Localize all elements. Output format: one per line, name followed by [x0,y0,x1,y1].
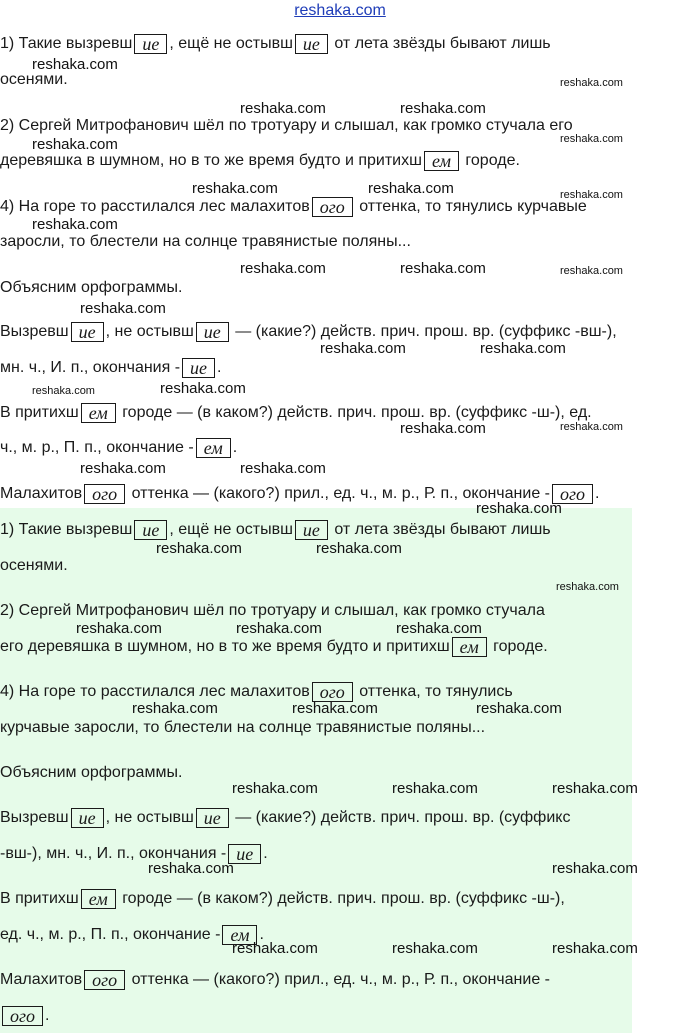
watermark: reshaka.com [240,100,326,117]
explain-title: Объясним орфограммы. [0,764,183,781]
watermark: reshaka.com [240,460,326,477]
ending-box: ие [182,358,215,378]
watermark: reshaka.com [292,700,378,717]
watermark: reshaka.com [32,385,95,397]
watermark: reshaka.com [32,56,118,73]
watermark: reshaka.com [148,860,234,877]
sentence-2-line-1: 2) Сергей Митрофанович шёл по тротуару и слышал, как громко стучала [0,602,545,619]
watermark: reshaka.com [368,180,454,197]
watermark: reshaka.com [552,940,638,957]
explain-1-line-1: Вызревш ие , не остывш ие — (какие?) действ. прич. прош. вр. (суффикс -вш-), [0,322,617,342]
ending-box: ие [228,844,261,864]
watermark: reshaka.com [552,780,638,797]
watermark: reshaka.com [560,133,623,145]
watermark: reshaka.com [560,265,623,277]
explain-3-line-1: Малахитов ого оттенка — (какого?) прил., ед. ч., м. р., Р. п., окончание - [0,970,550,990]
explain-2-line-1: В притихш ем городе — (в каком?) действ. прич. прош. вр. (суффикс -ш-), [0,889,565,909]
watermark: reshaka.com [400,100,486,117]
watermark: reshaka.com [552,860,638,877]
sentence-1-line-1: 1) Такие вызревш ие , ещё не остывш ие от лета звёзды бывают лишь [0,520,551,540]
explain-3-line-2: ого . [0,1006,49,1026]
watermark: reshaka.com [32,216,118,233]
sentence-1-line-2: осенями. [0,557,68,574]
ending-box: ем [222,925,257,945]
watermark: reshaka.com [400,260,486,277]
ending-box: ие [196,808,229,828]
watermark: reshaka.com [316,540,402,557]
sentence-4-line-1: 4) На горе то расстилался лес малахитов ого оттенка, то тянулись курчавые [0,197,587,217]
watermark: reshaka.com [556,581,619,593]
sentence-1-line-2: осенями. [0,71,68,88]
explain-2-line-2: ед. ч., м. р., П. п., окончание - ем . [0,925,264,945]
ending-box: ем [196,438,231,458]
ending-box: ем [424,151,459,171]
watermark: reshaka.com [192,180,278,197]
watermark: reshaka.com [320,340,406,357]
ending-box: ие [134,34,167,54]
watermark: reshaka.com [560,77,623,89]
watermark: reshaka.com [132,700,218,717]
watermark: reshaka.com [476,700,562,717]
watermark: reshaka.com [236,620,322,637]
sentence-1-line-1: 1) Такие вызревш ие , ещё не остывш ие от лета звёзды бывают лишь [0,34,551,54]
ending-box: ие [295,34,328,54]
explain-1-line-2: мн. ч., И. п., окончания - ие . [0,358,222,378]
watermark: reshaka.com [476,500,562,517]
ending-box: ого [84,970,125,990]
explain-2-line-1: В притихш ем городе — (в каком?) действ. прич. прош. вр. (суффикс -ш-), ед. [0,403,592,423]
watermark: reshaka.com [396,620,482,637]
explain-1-line-1: Вызревш ие , не остывш ие — (какие?) действ. прич. прош. вр. (суффикс [0,808,571,828]
ending-box: ие [196,322,229,342]
watermark: reshaka.com [80,300,166,317]
ending-box: ого [312,197,353,217]
watermark: reshaka.com [392,780,478,797]
explain-2-line-2: ч., м. р., П. п., окончание - ем . [0,438,238,458]
watermark: reshaka.com [76,620,162,637]
explain-3-line-1: Малахитов ого оттенка — (какого?) прил., ед. ч., м. р., Р. п., окончание - ого . [0,484,600,504]
watermark: reshaka.com [392,940,478,957]
ending-box: ем [452,637,487,657]
explain-1-line-2: -вш-), мн. ч., И. п., окончания - ие . [0,844,268,864]
ending-box: ого [84,484,125,504]
watermark: reshaka.com [480,340,566,357]
ending-box: ие [295,520,328,540]
ending-box: ие [134,520,167,540]
sentence-2-line-1: 2) Сергей Митрофанович шёл по тротуару и слышал, как громко стучала его [0,117,573,134]
ending-box: ого [2,1006,43,1026]
watermark: reshaka.com [560,421,623,433]
sentence-2-line-2: его деревяшка в шумном, но в то же время будто и притихш ем городе. [0,637,548,657]
sentence-4-line-2: заросли, то блестели на солнце травянистые поляны... [0,233,411,250]
sentence-4-line-1: 4) На горе то расстилался лес малахитов ого оттенка, то тянулись [0,682,513,702]
watermark: reshaka.com [240,260,326,277]
watermark: reshaka.com [232,780,318,797]
ending-box: ие [71,322,104,342]
watermark: reshaka.com [80,460,166,477]
ending-box: ого [552,484,593,504]
ending-box: ие [71,808,104,828]
sentence-2-line-2: деревяшка в шумном, но в то же время будто и притихш ем городе. [0,151,520,171]
ending-box: ого [312,682,353,702]
site-header-link[interactable]: reshaka.com [294,2,386,19]
watermark: reshaka.com [400,420,486,437]
watermark: reshaka.com [32,136,118,153]
watermark: reshaka.com [156,540,242,557]
watermark: reshaka.com [560,189,623,201]
watermark: reshaka.com [232,940,318,957]
ending-box: ем [81,403,116,423]
watermark: reshaka.com [160,380,246,397]
explain-title: Объясним орфограммы. [0,279,183,296]
ending-box: ем [81,889,116,909]
sentence-4-line-2: курчавые заросли, то блестели на солнце травянистые поляны... [0,719,486,736]
